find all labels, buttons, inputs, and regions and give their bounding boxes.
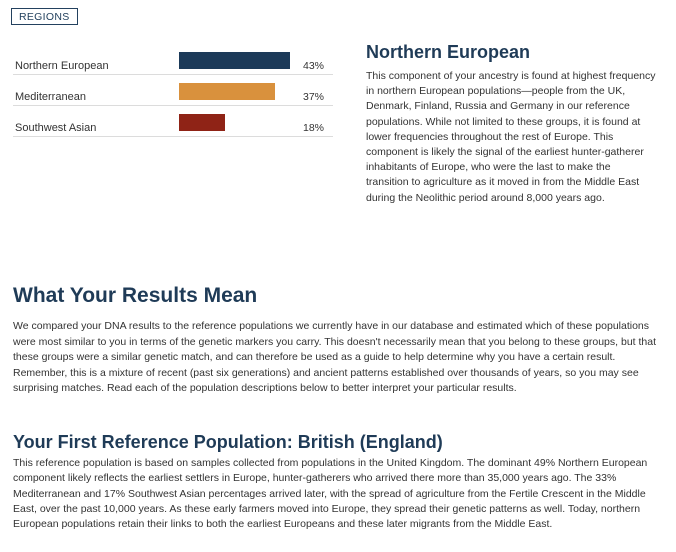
region-row-southwest-asian[interactable]	[13, 112, 333, 137]
region-label: Southwest Asian	[15, 122, 97, 134]
regions-tab[interactable]: REGIONS	[11, 8, 78, 25]
region-bar	[179, 83, 275, 100]
region-percent: 18%	[303, 122, 325, 134]
region-label: Mediterranean	[15, 91, 86, 103]
results-section	[13, 284, 663, 397]
reference-population-heading: Your First Reference Population: British (England)	[13, 432, 443, 452]
region-bar	[179, 114, 225, 131]
region-detail-body: This component of your ancestry is found at highest frequency in northern European populations—people from the UK, Denmark, Finland, Russia and Germany in our reference populations. While not limited to these groups, it is found at lower frequencies throughout the rest of Europe. This component is likely the signal of the earliest hunter-gatherer inhabitants of Europe, who were the last to make the transition to agriculture as it moved in from the Middle East during the Neolithic period around 8,000 years ago.	[366, 70, 656, 204]
results-body: We compared your DNA results to the reference populations we currently have in our database and estimated which of these populations were most similar to you in terms of the genetic markers you carry. This doesn't necessarily mean that you belong to these groups, but that these groups were a similar genetic match, and can therefore be used as a guide to help determine why you have a certain result. Remember, this is a mixture of recent (past six generations) and ancient patterns established over thousands of years, so you may see surprising matches. Read each of the population descriptions below to better interpret your particular results.	[13, 320, 657, 394]
region-bars	[13, 50, 333, 143]
reference-population-section	[13, 432, 663, 532]
region-detail-panel	[366, 42, 656, 206]
region-row-northern-european[interactable]	[13, 50, 333, 75]
results-heading: What Your Results Mean	[13, 284, 258, 307]
region-label: Northern European	[15, 60, 109, 72]
region-percent: 43%	[303, 60, 325, 72]
region-detail-title: Northern European	[366, 42, 531, 62]
reference-population-body: This reference population is based on samples collected from populations in the United Kingdom. The dominant 49% Northern European component likely reflects the earliest settlers in Europe, hunter-gatherers who arrived there more than 35,000 years ago. The 33% Mediterranean and 17% Southwest Asian percentages arrived later, with the spread of agriculture from the Fertile Crescent in the Middle East, over the past 10,000 years. As these early farmers moved into Europe, they spread their genetic patterns as well. Today, northern European populations retain their links to both the earliest Europeans and these later migrants from the Middle East.	[13, 457, 648, 531]
region-percent: 37%	[303, 91, 325, 103]
region-bar	[179, 52, 290, 69]
region-row-mediterranean[interactable]	[13, 81, 333, 106]
